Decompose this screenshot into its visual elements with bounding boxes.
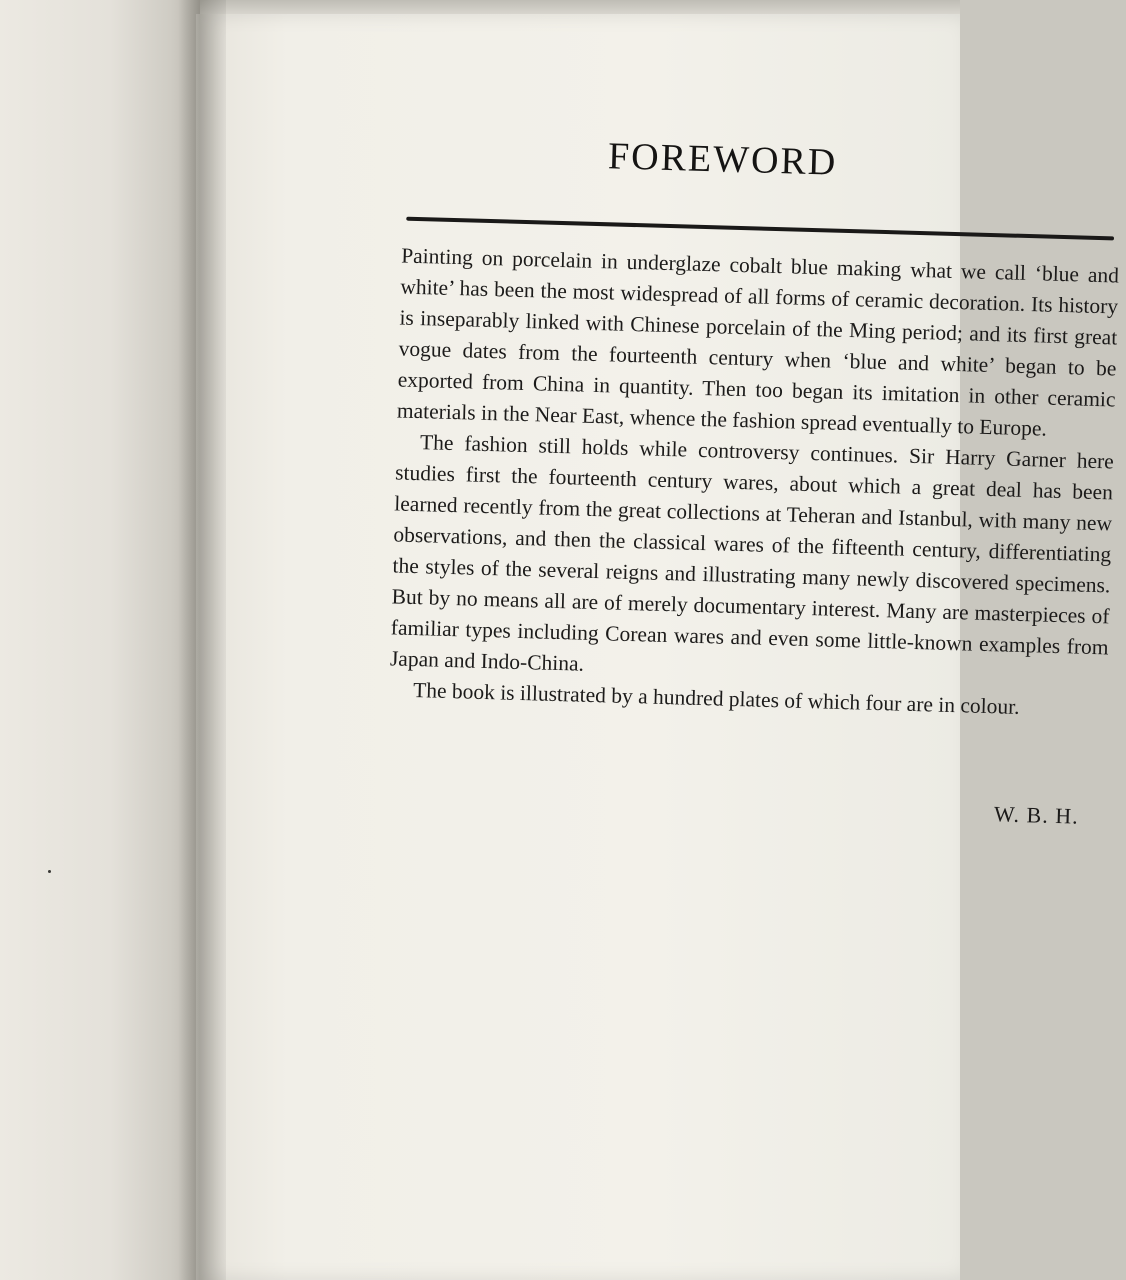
gutter-shadow	[178, 0, 226, 1280]
paragraph-2: The fashion still holds while controversy continues. Sir Harry Garner here studies first the fourteenth century wares, about which a great deal has been learned recently from the great collections at Teheran and Istanbul, with many new observations, and then the classical wares of the fifteenth century, differentiating the styles of the several reigns and illustrating many newly discovered specimens. But by no means all are of merely documentary interest. Many are masterpieces of familiar types including Corean wares and even some little-known examples from Japan and Indo-China.	[389, 430, 1115, 676]
page-content	[361, 14, 1126, 934]
paragraph-3: The book is illustrated by a hundred plates of which four are in colour.	[412, 678, 1020, 719]
signature: W. B. H.	[993, 801, 1080, 829]
page-title: FOREWORD	[607, 135, 838, 184]
page-speck	[48, 870, 51, 873]
paragraph-1: Painting on porcelain in underglaze cobalt blue making what we call ‘blue and white’ has been the most widespread of all forms of ceramic decoration. Its history is inseparably linked with Chinese porcelain of the Ming period; and its first great vogue dates from the fourteenth century when ‘blue and white’ began to be exported from China in quantity. Then too began its imitation in other ceramic materials in the Near East, whence the fashion spread eventually to Europe.	[396, 243, 1120, 441]
foreword-body	[389, 241, 1120, 726]
left-facing-page	[0, 0, 200, 1280]
book-page	[196, 14, 1120, 1280]
title-rule	[406, 217, 1114, 241]
